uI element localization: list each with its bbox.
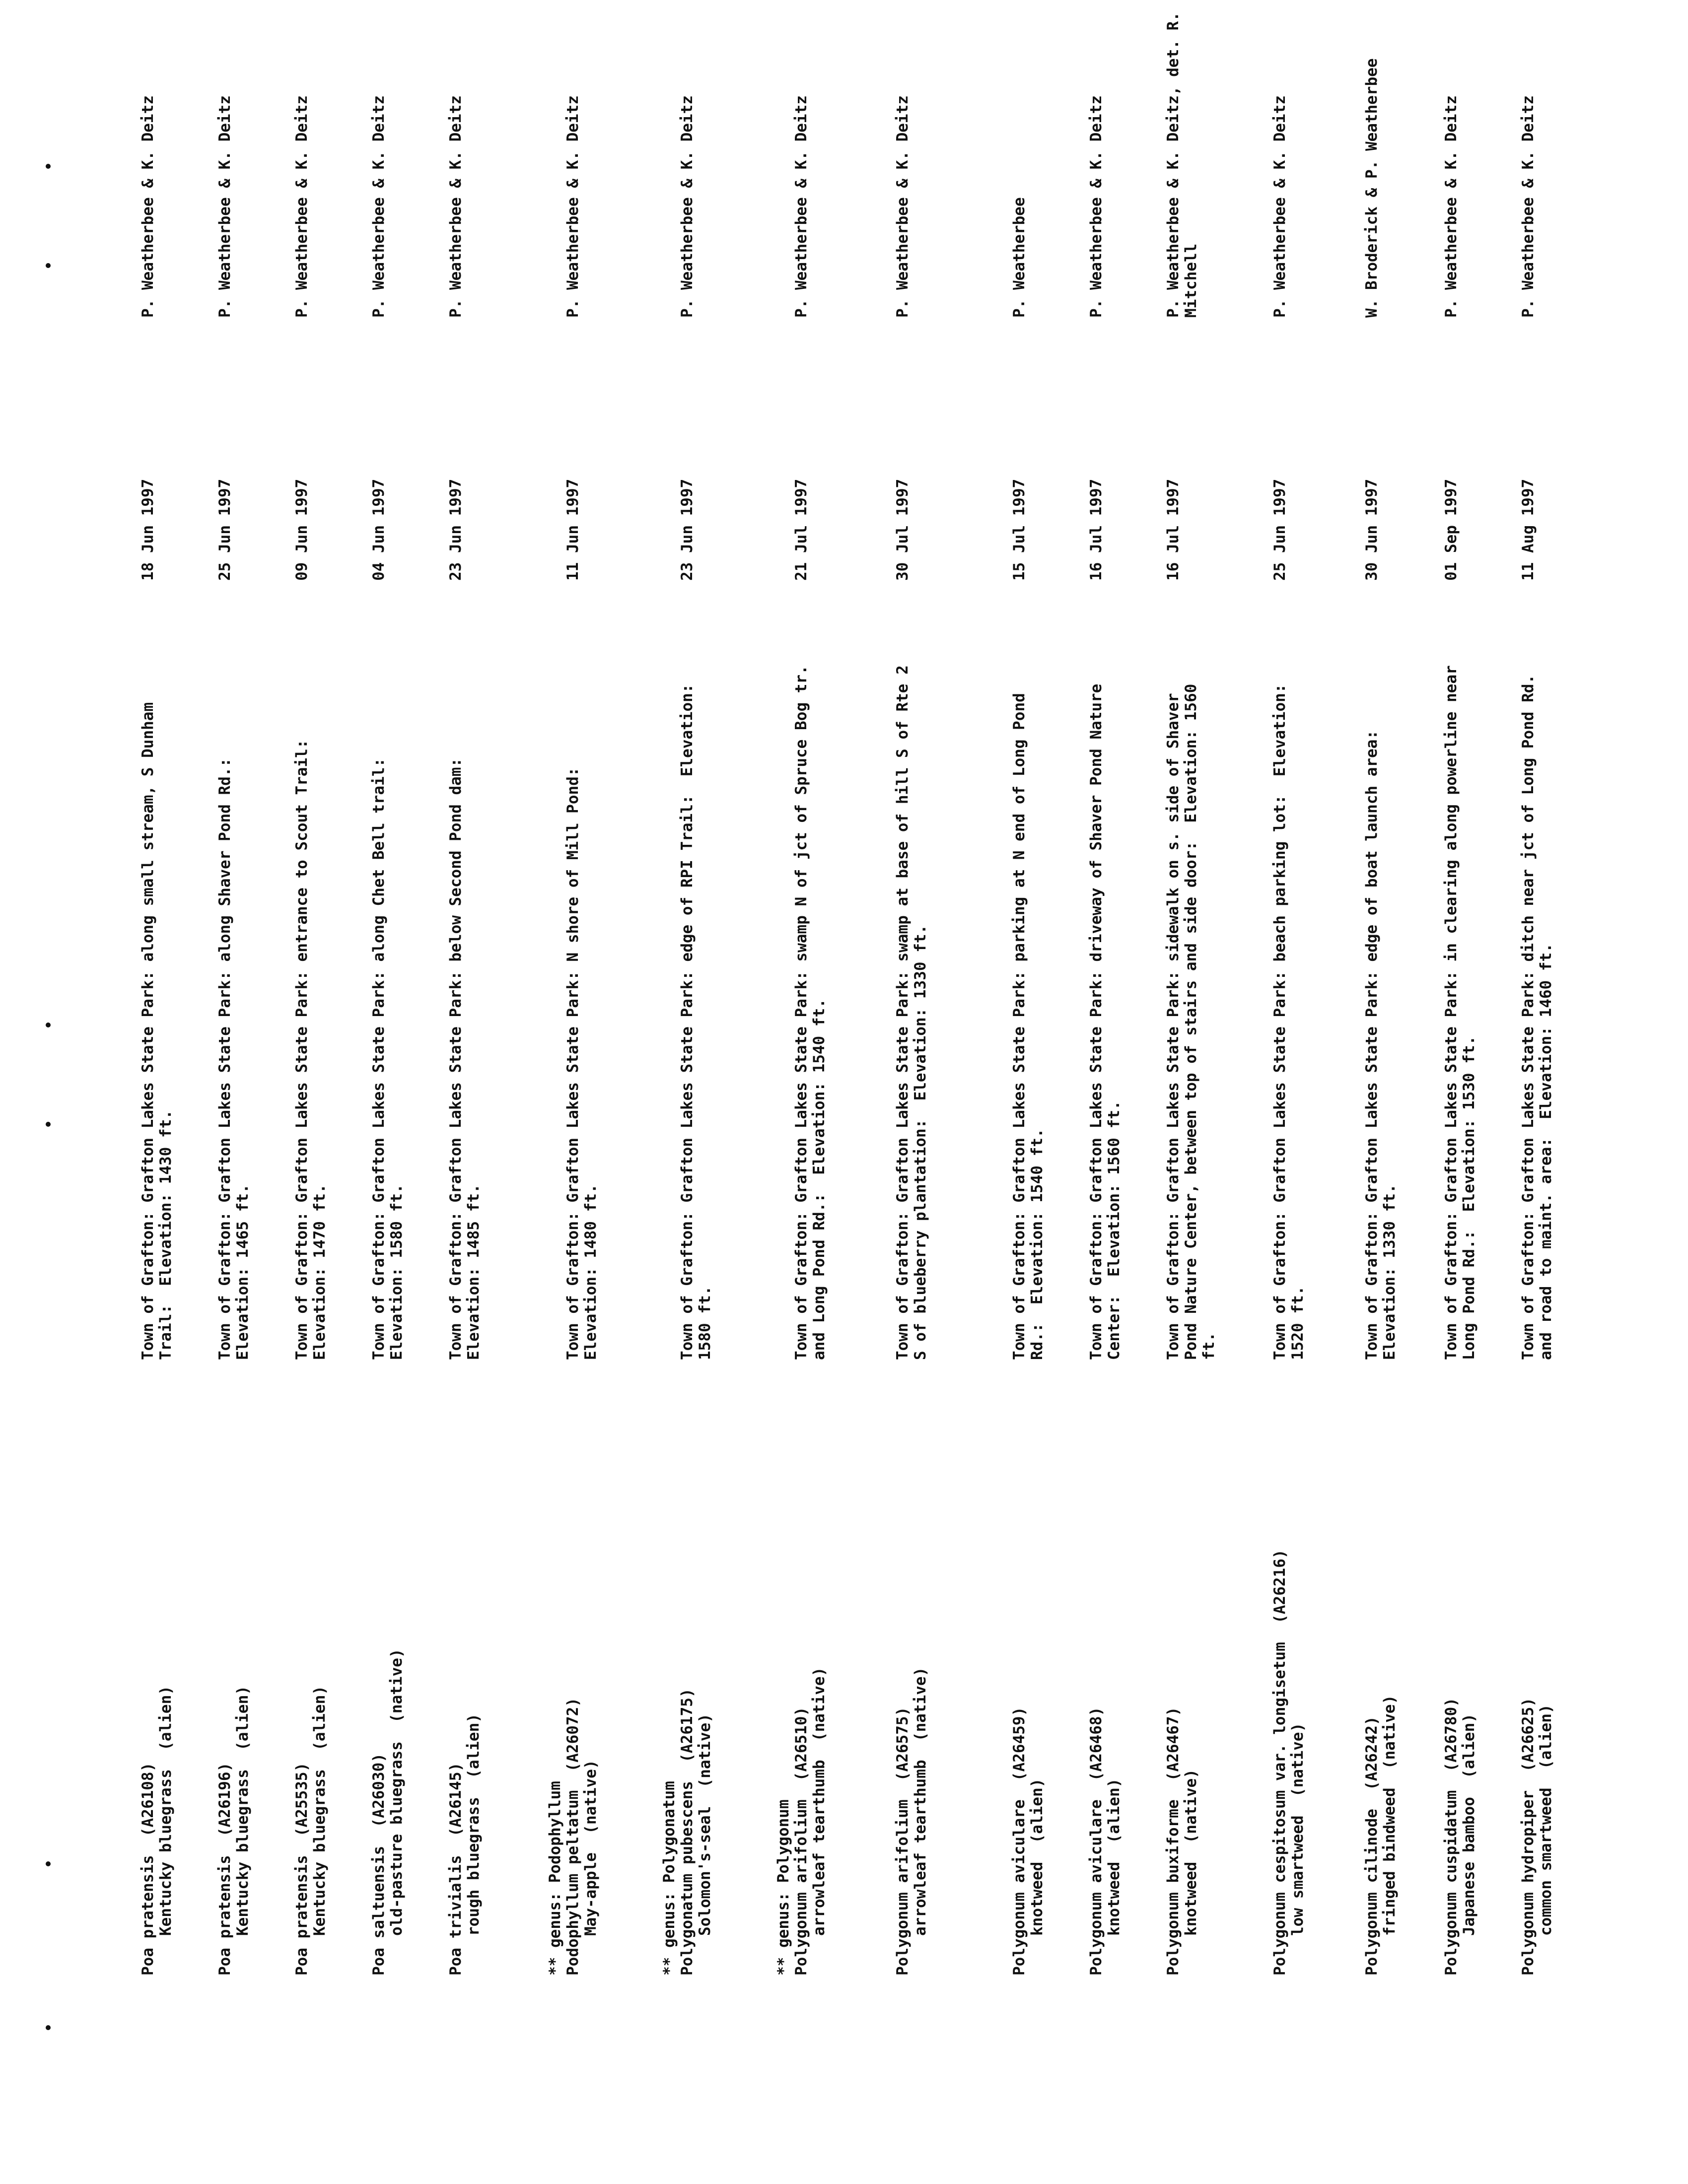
collection-date: 25 Jun 1997: [216, 478, 234, 581]
collector-name: W. Broderick & P. Weatherbee: [1363, 58, 1381, 318]
scientific-name: Poa trivialis (A26145): [447, 1762, 465, 1976]
scientific-name: Polygonum hydropiper (A26625): [1519, 1698, 1537, 1976]
common-name: knotweed (alien): [1105, 1778, 1123, 1936]
collection-date: 30 Jul 1997: [894, 478, 912, 581]
collector-name: P. Weatherbee & K. Deitz: [216, 95, 234, 318]
collector-name: P. Weatherbee & K. Deitz: [564, 95, 582, 318]
collector-name: P. Weatherbee & K. Deitz: [139, 95, 157, 318]
locality-text: Town of Grafton: Grafton Lakes State Park: along Shaver Pond Rd.: Elevation: 1465 ft.: [216, 739, 252, 1360]
scientific-name: Podophyllum peltatum (A26072): [564, 1698, 582, 1976]
collector-name: P. Weatherbee & K. Deitz: [1442, 95, 1460, 318]
scan-speck: [46, 1023, 51, 1027]
scan-speck: [46, 164, 51, 169]
locality-text: Town of Grafton: Grafton Lakes State Park: below Second Pond dam: Elevation: 1485 ft.: [447, 739, 483, 1360]
collector-name: P. Weatherbee & K. Deitz: [447, 95, 465, 318]
locality-text: Town of Grafton: Grafton Lakes State Park: ditch near jct of Long Pond Rd. and road to maint. area: Elevation: 1460 ft.: [1519, 665, 1555, 1360]
locality-text: Town of Grafton: Grafton Lakes State Park: beach parking lot: Elevation: 1520 ft.: [1271, 674, 1307, 1360]
collector-name: P. Weatherbee & K. Deitz, det. R. Mitchell: [1164, 2, 1200, 318]
scan-speck: [46, 1122, 51, 1127]
locality-text: Town of Grafton: Grafton Lakes State Park: swamp N of jct of Spruce Bog tr. and Long Pond Rd.: Elevation: 1540 ft.: [792, 656, 828, 1360]
collection-date: 11 Jun 1997: [564, 478, 582, 581]
collection-date: 23 Jun 1997: [447, 478, 465, 581]
common-name: Kentucky bluegrass (alien): [311, 1686, 329, 1936]
collector-name: P. Weatherbee & K. Deitz: [792, 95, 810, 318]
locality-text: Town of Grafton: Grafton Lakes State Park: swamp at base of hill S of Rte 2 S of blueberry plantation: Elevation: 1330 ft.: [894, 656, 929, 1360]
common-name: low smartweed (native): [1289, 1722, 1307, 1936]
collection-date: 18 Jun 1997: [139, 478, 157, 581]
common-name: May-apple (native): [582, 1760, 600, 1936]
common-name: Kentucky bluegrass (alien): [157, 1686, 175, 1936]
collector-name: P. Weatherbee & K. Deitz: [678, 95, 696, 318]
locality-text: Town of Grafton: Grafton Lakes State Park: edge of RPI Trail: Elevation: 1580 ft.: [678, 674, 714, 1360]
locality-text: Town of Grafton: Grafton Lakes State Park: along small stream, S Dunham Trail: Elevation: 1430 ft.: [139, 693, 175, 1360]
collection-date: 21 Jul 1997: [792, 478, 810, 581]
scientific-name: Poa pratensis (A25535): [293, 1762, 311, 1976]
locality-text: Town of Grafton: Grafton Lakes State Park: sidewalk on s. side of Shaver Pond Nature Center, between top of stairs and side door: Elevation: 1560 ft.: [1164, 674, 1218, 1360]
locality-text: Town of Grafton: Grafton Lakes State Park: along Chet Bell trail: Elevation: 1580 ft.: [370, 739, 406, 1360]
common-name: common smartweed (alien): [1537, 1704, 1555, 1936]
scientific-name: Polygonum cilinode (A26242): [1363, 1716, 1381, 1976]
locality-text: Town of Grafton: Grafton Lakes State Park: N shore of Mill Pond: Elevation: 1480 ft.: [564, 749, 600, 1360]
collector-name: P. Weatherbee & K. Deitz: [1087, 95, 1105, 318]
collection-date: 09 Jun 1997: [293, 478, 311, 581]
collection-date: 15 Jul 1997: [1010, 478, 1028, 581]
common-name: arrowleaf tearthumb (native): [912, 1667, 929, 1936]
scientific-name: Polygonum arifolium (A26575): [894, 1706, 912, 1976]
collector-name: P. Weatherbee & K. Deitz: [894, 95, 912, 318]
locality-text: Town of Grafton: Grafton Lakes State Park: driveway of Shaver Pond Nature Center: Elevation: 1560 ft.: [1087, 674, 1123, 1360]
collection-date: 04 Jun 1997: [370, 478, 388, 581]
common-name: Solomon's-seal (native): [696, 1713, 714, 1936]
scientific-name: Polygonatum pubescens (A26175): [678, 1688, 696, 1976]
collector-name: P. Weatherbee & K. Deitz: [1519, 95, 1537, 318]
collector-name: P. Weatherbee & K. Deitz: [293, 95, 311, 318]
collector-name: P. Weatherbee & K. Deitz: [1271, 95, 1289, 318]
common-name: Japanese bamboo (alien): [1460, 1713, 1478, 1936]
scientific-name: Polygonum aviculare (A26459): [1010, 1706, 1028, 1976]
scientific-name: Polygonum arifolium (A26510): [792, 1706, 810, 1976]
common-name: old-pasture bluegrass (native): [388, 1648, 406, 1936]
collector-name: P. Weatherbee: [1010, 197, 1028, 318]
scientific-name: Polygonum cuspidatum (A26780): [1442, 1698, 1460, 1976]
collection-date: 01 Sep 1997: [1442, 478, 1460, 581]
locality-text: Town of Grafton: Grafton Lakes State Park: in clearing along powerline near Long Pond Rd.: Elevation: 1530 ft.: [1442, 656, 1478, 1360]
scan-speck: [46, 263, 51, 268]
collection-date: 25 Jun 1997: [1271, 478, 1289, 581]
locality-text: Town of Grafton: Grafton Lakes State Park: edge of boat launch area: Elevation: 1330 ft.: [1363, 711, 1399, 1360]
collection-date: 30 Jun 1997: [1363, 478, 1381, 581]
scientific-name: Poa pratensis (A26108): [139, 1762, 157, 1976]
collection-date: 11 Aug 1997: [1519, 478, 1537, 581]
scientific-name: Polygonum aviculare (A26468): [1087, 1706, 1105, 1976]
collection-date: 16 Jul 1997: [1164, 478, 1182, 581]
scientific-name: Poa saltuensis (A26030): [370, 1753, 388, 1976]
common-name: arrowleaf tearthumb (native): [810, 1667, 828, 1936]
genus-heading: ** genus: Polygonatum: [660, 1781, 678, 1976]
locality-text: Town of Grafton: Grafton Lakes State Park: parking at N end of Long Pond Rd.: Elevation: 1540 ft.: [1010, 683, 1046, 1360]
genus-heading: ** genus: Polygonum: [774, 1799, 792, 1976]
scan-speck: [46, 1861, 51, 1866]
collection-date: 23 Jun 1997: [678, 478, 696, 581]
locality-text: Town of Grafton: Grafton Lakes State Park: entrance to Scout Trail: Elevation: 1470 ft.: [293, 721, 329, 1360]
collection-date: 16 Jul 1997: [1087, 478, 1105, 581]
common-name: fringed bindweed (native): [1381, 1695, 1399, 1936]
scientific-name: Poa pratensis (A26196): [216, 1762, 234, 1976]
scan-speck: [46, 2025, 51, 2030]
common-name: rough bluegrass (alien): [465, 1713, 483, 1936]
common-name: knotweed (native): [1182, 1769, 1200, 1936]
common-name: knotweed (alien): [1028, 1778, 1046, 1936]
collector-name: P. Weatherbee & K. Deitz: [370, 95, 388, 318]
scientific-name: Polygonum cespitosum var. longisetum (A26216): [1271, 1549, 1289, 1976]
scientific-name: Polygonum buxiforme (A26467): [1164, 1706, 1182, 1976]
common-name: Kentucky bluegrass (alien): [234, 1686, 252, 1936]
genus-heading: ** genus: Podophyllum: [546, 1781, 564, 1976]
